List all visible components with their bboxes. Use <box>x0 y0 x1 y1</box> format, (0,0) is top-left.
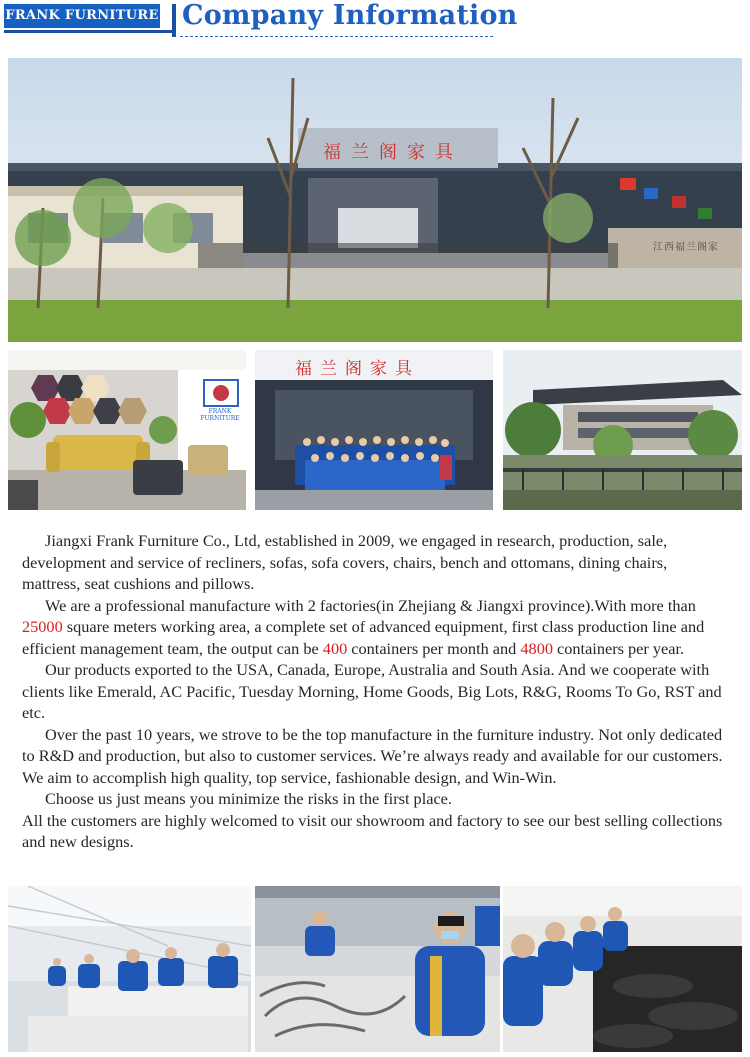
brand-label: FRANK FURNITURE <box>4 4 160 28</box>
building-lake-photo <box>503 350 742 510</box>
factory-exterior-photo <box>8 58 742 342</box>
company-description <box>22 530 728 853</box>
monthly-output-number: 400 <box>322 638 348 658</box>
header-divider <box>172 4 176 37</box>
cutting-workshop-photo <box>255 886 500 1052</box>
assembly-workshop-photo <box>503 886 742 1052</box>
paragraph-capacity <box>22 595 728 660</box>
factory-roof-sign: 福兰阁家具 <box>323 142 463 163</box>
gate-sign: 江西福兰阁家 <box>653 242 719 253</box>
page-title: Company Information <box>182 0 518 31</box>
paragraph-intro: Jiangxi Frank Furniture Co., Ltd, established in 2009, we engaged in research, production, sale, development and service of recliners, sofas, sofa covers, chairs, bench and ottomans, dining chairs, mattress, seat cushions and pillows. <box>22 531 668 593</box>
team-photo <box>255 350 493 510</box>
yearly-output-number: 4800 <box>520 638 553 658</box>
capacity-text-c: containers per month and <box>351 638 517 658</box>
paragraph-risk: Choose us just means you minimize the risks in the first place. <box>45 789 452 808</box>
showroom-logo: FRANK FURNITURE <box>200 408 240 422</box>
team-photo-sign: 福兰阁家具 <box>295 359 420 379</box>
paragraph-welcome: All the customers are highly welcomed to visit our showroom and factory to see our best selling collections and new designs. <box>22 810 723 851</box>
area-number: 25000 <box>22 617 63 636</box>
capacity-text-a: We are a professional manufacture with 2 factories(in Zhejiang & Jiangxi province).With more than <box>45 595 696 615</box>
showroom-photo <box>8 350 246 510</box>
paragraph-service: Over the past 10 years, we strove to be the top manufacture in the furniture industry. Not only dedicated to R&D and production, but also to customer services. We’re always ready and available for our customers. We aim to accomplish high quality, top service, fashionable design, and Win-Win. <box>22 724 723 787</box>
capacity-text-d: containers per year. <box>557 638 685 658</box>
page-header <box>0 0 750 40</box>
brand-underline <box>4 30 174 33</box>
capacity-text-b: square meters working area, a complete set of advanced equipment, first class production line and efficient management team, the output can be <box>22 617 705 658</box>
title-underline <box>180 36 493 37</box>
sewing-workshop-photo <box>8 886 251 1052</box>
paragraph-markets: Our products exported to the USA, Canada, Europe, Australia and South Asia. And we cooperate with clients like Emerald, AC Pacific, Tuesday Morning, Home Goods, Big Lots, R&G, Rooms To Go, RST and etc. <box>22 660 722 722</box>
